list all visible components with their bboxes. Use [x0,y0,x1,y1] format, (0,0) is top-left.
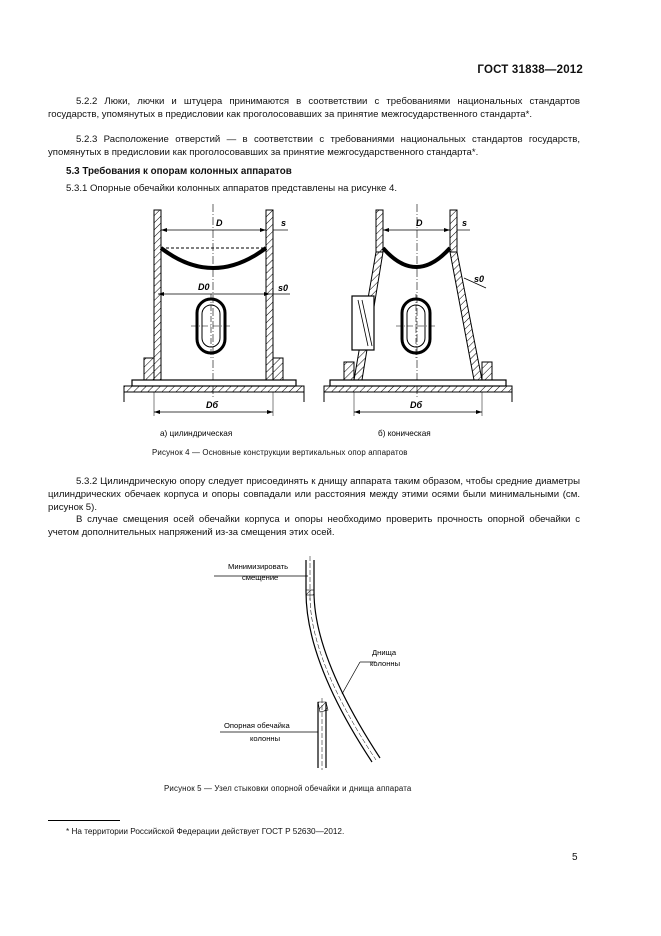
fig4b-label-s: s [462,218,468,228]
fig4-subcaption-a: а) цилиндрическая [160,429,233,438]
footnote: * На территории Российской Федерации действует ГОСТ Р 52630—2012. [66,827,345,836]
paragraph-5-3-2-a: 5.3.2 Цилиндрическую опору следует присоединять к днищу аппарата таким образом, чтобы средние диаметры цилиндрических обечаек корпуса и опоры совпадали или расстояния между этими осями были минимальными (см. рисунок 5). [48,476,580,513]
figure-4-caption: Рисунок 4 — Основные конструкции вертикальных опор аппаратов [152,448,408,457]
fig4b-label-s0: s0 [474,274,485,284]
fig5-label-minimize-line2: смещение [242,573,279,582]
fig5-label-heads-line2: колонны [370,659,401,668]
fig4b-label-db: Dб [410,400,423,410]
paragraph-5-2-3: 5.2.3 Расположение отверстий — в соответствии с требованиями национальных стандартов государств, упомянутых в предисловии как проголосовавших за принятие межгосударственного стандарта*. [48,134,580,158]
fig5-label-minimize-line1: Минимизировать [228,562,289,571]
fig4-subcaption-b: б) коническая [378,429,431,438]
paragraph-5-2-2: 5.2.2 Люки, лючки и штуцера принимаются в соответствии с требованиями национальных стандартов государств, упомянутых в предисловии как проголосовавших за принятие межгосударственного стандарта*. [48,96,580,120]
cylindrical-support-drawing [124,204,304,416]
fig4a-label-s: s [281,218,287,228]
fig4a-label-d0: D0 [198,282,210,292]
fig4b-label-d: D [416,218,423,228]
section-heading-5-3: 5.3 Требования к опорам колонных аппаратов [66,166,292,177]
paragraph-5-3-2-b: В случае смещения осей обечайки корпуса и опоры необходимо проверить прочность опорной обечайки с учетом дополнительных напряжений из-за смещения этих осей. [48,514,580,538]
figure-5-drawing [200,552,440,772]
footnote-divider [48,820,120,821]
figure-5-caption: Рисунок 5 — Узел стыковки опорной обечайки и днища аппарата [164,784,412,793]
page-number: 5 [572,852,578,863]
fig4a-label-db: Dб [206,400,219,410]
fig5-label-support-line1: Опорная обечайка [224,721,290,730]
fig4a-label-s0: s0 [278,283,289,293]
joint-drawing [214,556,380,770]
standard-header: ГОСТ 31838—2012 [477,64,583,76]
fig5-label-heads-line1: Днища [372,648,397,657]
conical-support-drawing [324,204,512,416]
paragraph-5-3-1: 5.3.1 Опорные обечайки колонных аппаратов представлены на рисунке 4. [66,183,398,194]
fig5-label-support-line2: колонны [250,734,281,743]
fig4a-label-d: D [216,218,223,228]
figure-4-drawing [118,202,518,442]
